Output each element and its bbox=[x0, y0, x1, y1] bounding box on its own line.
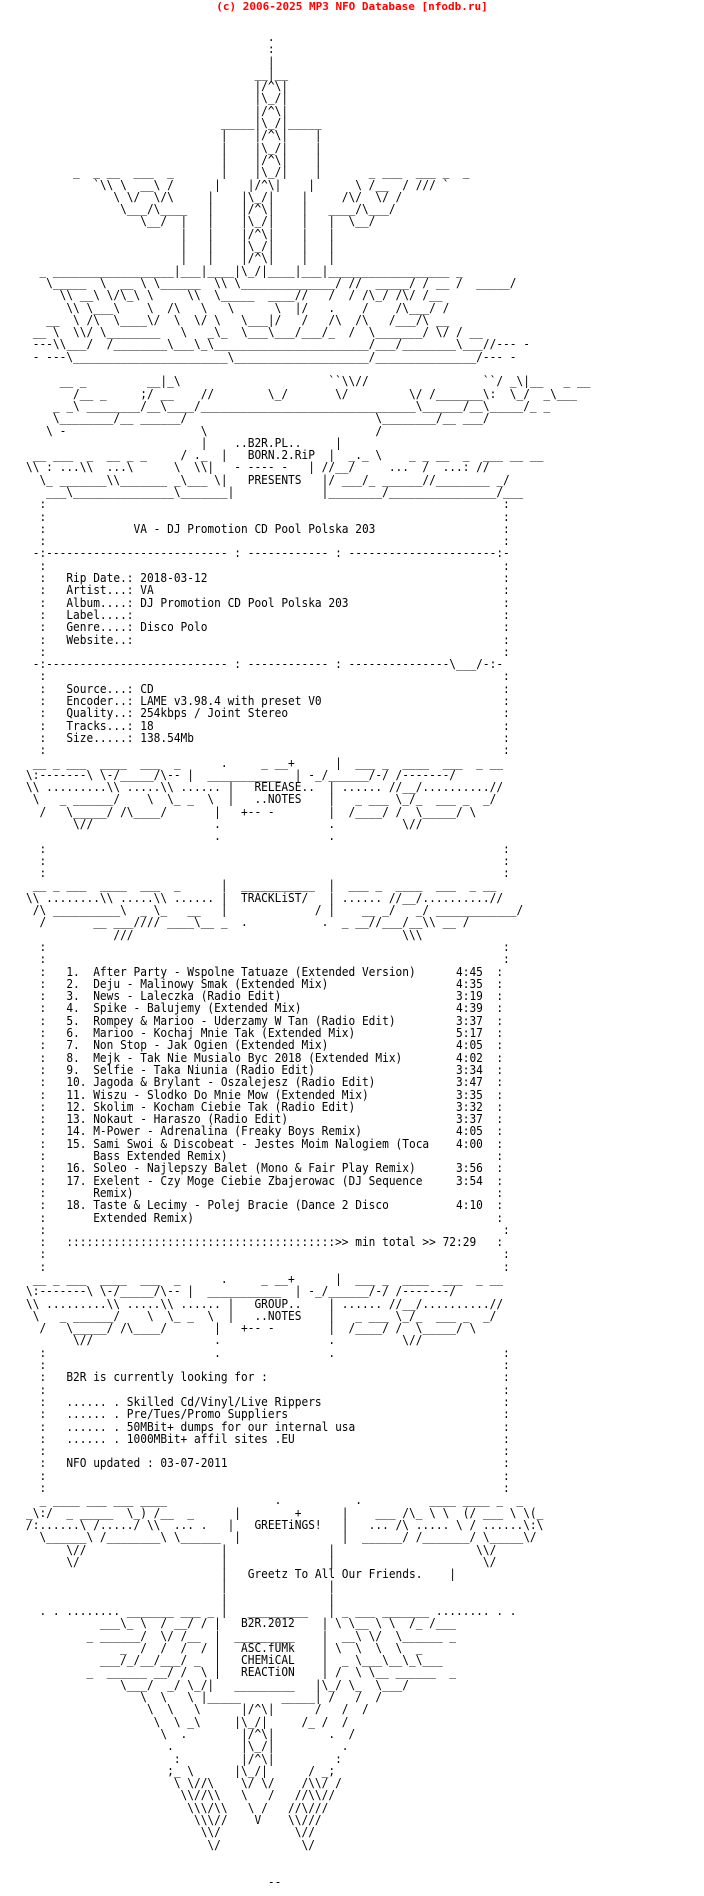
nfo-line: \\//\\ \ / //\\// bbox=[26, 1788, 336, 1803]
nfo-line: \// . . \// bbox=[26, 817, 423, 831]
nfo-line: | ..B2R.PL.. | bbox=[26, 435, 342, 450]
nfo-line: ---\\___/ /________\___\_\_______________________/___/________\___//--- - bbox=[26, 337, 530, 352]
nfo-line: \ _ ______/ \ \_ _ \ | ..NOTES | _ ___ \_/_ ___ _ _/ bbox=[26, 792, 497, 807]
nfo-line: /// \\\ bbox=[26, 927, 423, 942]
nfo-line: __|__ bbox=[26, 66, 289, 81]
nfo-line: : 2. Deju - Malinowy Smak (Extended Mix) 4:35 : bbox=[26, 976, 504, 991]
nfo-line: \___/\____ | |/^\| | ____/\___/ bbox=[26, 202, 396, 217]
nfo-line: \/ | | \/ bbox=[26, 1554, 497, 1569]
nfo-line: . |\_/| . bbox=[26, 1739, 349, 1754]
nfo-line: | Greetz To All Our Friends. | bbox=[26, 1567, 457, 1582]
nfo-line: \\ \___\ \ /\ \ \ \ |/ . / /\___/ / bbox=[26, 300, 450, 315]
nfo-line: | |/^\| | bbox=[26, 152, 322, 167]
nfo-line: . . ........ _______ ___ _ | _________ | _ ___ _______ ........ . . bbox=[26, 1604, 517, 1618]
nfo-line: . bbox=[26, 30, 275, 44]
nfo-line: \ \//\ \/ \/ /\\/ / bbox=[26, 1776, 342, 1791]
nfo-line: __ _ ___ ____ ___ _ . _ __+ | ___ _ ____ ___ _ __ bbox=[26, 1271, 504, 1286]
nfo-line: : Artist...: VA : bbox=[26, 583, 510, 598]
nfo-line: \ - \ / bbox=[26, 423, 383, 438]
nfo-line: \\ __\ \/\_\ \ \\ \_____ ____// / / /\_/ /\/ /__ bbox=[26, 288, 443, 303]
nfo-line: _ __________________|___|____|\_/|____|___|__________________ _ bbox=[26, 263, 463, 278]
nfo-line: | |\_/| | bbox=[26, 140, 322, 155]
nfo-line: : Album....: DJ Promotion CD Pool Polska 203 : bbox=[26, 595, 510, 610]
nfo-line: : : bbox=[26, 1481, 510, 1496]
nfo-line: -:--------------------------- : ------------ : ---------------\___/-:- bbox=[26, 657, 504, 672]
nfo-line: : ...... . 50MBit+ dumps for our internal usa : bbox=[26, 1419, 510, 1434]
nfo-line: : ...... . 1000MBit+ affil sites .EU : bbox=[26, 1431, 510, 1446]
nfo-line: __ \ \\/ \________ \ _\_ \___\___/___/_ / \_______/ \/ / __ bbox=[26, 325, 483, 340]
nfo-line: |/^\| bbox=[26, 103, 289, 118]
nfo-line: : : bbox=[26, 497, 510, 512]
copyright-header: (c) 2006-2025 MP3 NFO Database [nfodb.ru] bbox=[216, 0, 488, 13]
nfo-line: \/ \/ bbox=[26, 1837, 315, 1852]
nfo-line: . . bbox=[26, 829, 336, 844]
nfo-line: : Tracks...: 18 : bbox=[26, 718, 510, 733]
nfo-line: : 1. After Party - Wspolne Tatuaze (Extended Version) 4:45 : bbox=[26, 964, 504, 979]
nfo-line: ___\_ \ / __/ / | B2R.2012 | \ \__ \ \ /_ /___ bbox=[26, 1616, 457, 1631]
nfo-line: \\ ........\\ .....\\ ...... | TRACKLiST/ | ...... //__/..........// bbox=[26, 890, 504, 905]
nfo-line: : 9. Selfie - Taka Niunia (Radio Edit) 3:34 : bbox=[26, 1062, 504, 1077]
nfo-line: : Source...: CD : bbox=[26, 681, 510, 696]
nfo-line: : 7. Non Stop - Jak Ogien (Extended Mix) 4:05 : bbox=[26, 1038, 504, 1053]
nfo-line: ;_ \ |\_/| / _; bbox=[26, 1763, 336, 1778]
nfo-line: : B2R is currently looking for : : bbox=[26, 1370, 510, 1385]
nfo-line: : : bbox=[26, 853, 510, 868]
nfo-line: : 15. Sami Swoi & Discobeat - Jestes Moim Nalogiem (Toca 4:00 : bbox=[26, 1136, 504, 1151]
nfo-line: : bbox=[26, 42, 275, 57]
nfo-line: _ / / / / | ASC.fUMk | \ \ \ \ _ bbox=[26, 1640, 423, 1655]
nfo-line: : Encoder..: LAME v3.98.4 with preset V0 : bbox=[26, 694, 510, 709]
nfo-line: __ ___ _ __ _ _ / ._ | BORN.2.RiP | _._ \ _ _ __ _ ___ __ __ bbox=[26, 448, 544, 463]
nfo-line: \\ .........\\ .....\\ ...... | GROUP.. | ...... //__/..........// bbox=[26, 1296, 504, 1311]
nfo-line: : |/^\| : bbox=[26, 1751, 342, 1766]
nfo-line: : 8. Mejk - Tak Nie Musialo Byc 2018 (Extended Mix) 4:02 : bbox=[26, 1050, 504, 1065]
nfo-line: : 18. Taste & Lecimy - Polej Bracie (Dance 2 Disco 4:10 : bbox=[26, 1198, 504, 1213]
nfo-line: \______\ /________\ \______ | | ______/ /_______/ \_____\/ bbox=[26, 1530, 537, 1545]
nfo-line: |\_/| bbox=[26, 91, 289, 106]
nfo-line: : : bbox=[26, 743, 510, 758]
nfo-line: /__ _ ;/ __ // \_/ \/ \/ /_______\: \_/ _\___ bbox=[26, 386, 577, 401]
nfo-line: __ _ ___ ____ ___ _ | ___________ | ___ _ ____ ___ _ __ bbox=[26, 878, 497, 893]
nfo-line: \_ _______\\_______ _\___ \| PRESENTS |/ ___/_ ______//________ _/ bbox=[26, 472, 510, 487]
nfo-line: ___/_/__/___/ _ | CHEMiCAL | _ \___\__\_\___ bbox=[26, 1653, 443, 1668]
nfo-line: -:--------------------------- : ------------ : ----------------------:- bbox=[26, 546, 510, 561]
nfo-line: \ . |/^\| . / bbox=[26, 1726, 356, 1741]
nfo-line: \\/ \// bbox=[26, 1825, 315, 1840]
nfo-line: \ \ \ |/^\| / / / bbox=[26, 1702, 369, 1717]
nfo-line: : : bbox=[26, 1259, 510, 1274]
nfo-line: : : bbox=[26, 1222, 510, 1237]
nfo-line: | | bbox=[26, 1579, 336, 1594]
nfo-line: : Remix) : bbox=[26, 1185, 504, 1200]
nfo-line: \\\// V \\/// bbox=[26, 1813, 322, 1828]
nfo-line: : VA - DJ Promotion CD Pool Polska 203 : bbox=[26, 521, 510, 536]
nfo-line: : 3. News - Laleczka (Radio Edit) 3:19 : bbox=[26, 989, 504, 1004]
nfo-line: : Genre....: Disco Polo : bbox=[26, 620, 510, 635]
nfo-line: : Rip Date.: 2018-03-12 : bbox=[26, 571, 510, 586]
nfo-line: : 6. Marioo - Kochaj Mnie Tak (Extended Mix) 5:17 : bbox=[26, 1026, 504, 1041]
nfo-line: ___\_______________\_______| |________/________________/___ bbox=[26, 484, 524, 499]
nfo-line: : Size.....: 138.54Mb : bbox=[26, 730, 510, 745]
nfo-line: : ::::::::::::::::::::::::::::::::::::::::>> min total >> 72:29 : bbox=[26, 1235, 504, 1250]
nfo-line: | | |/^\| | | bbox=[26, 226, 336, 241]
nfo-line: \// | | \\/ bbox=[26, 1542, 497, 1557]
nfo-line: : ...... . Skilled Cd/Vinyl/Live Rippers : bbox=[26, 1394, 510, 1409]
nfo-line: : : bbox=[26, 1358, 510, 1373]
nfo-line: _ _\ ________/__\____/________________________________\______/__\_____/_ _ bbox=[26, 398, 551, 413]
nfo-line: / \_____/ /\____/ | +-- - | /____/ / \_____/ \ bbox=[26, 804, 477, 819]
nfo-line: : : bbox=[26, 509, 510, 524]
nfo-line: __ \ /\ \____\/ \ \/ \ \___|/ / /\ /\ /___/\ __ bbox=[26, 312, 450, 327]
nfo-line: /\ __________\ _ \_ __ | / | __ _/ _/ ____________/ bbox=[26, 903, 524, 918]
nfo-line: : 17. Exelent - Czy Moge Ciebie Zbajerowac (DJ Sequence 3:54 : bbox=[26, 1173, 504, 1188]
nfo-line: \:-------\ \-/_____/\-- | ___________ | -_/______/-/ /-------/ bbox=[26, 1284, 457, 1299]
nfo-line: | |/^\| | bbox=[26, 128, 322, 143]
nfo-line: : 16. Soleo - Najlepszy Balet (Mono & Fair Play Remix) 3:56 : bbox=[26, 1161, 504, 1176]
nfo-line: | | |/^\| | | bbox=[26, 251, 336, 266]
nfo-line: \___/ _/ \_/| _________ |\_/ \_ \___/ bbox=[26, 1677, 409, 1692]
nfo-line: : 13. Nokaut - Haraszo (Radio Edit) 3:37 : bbox=[26, 1112, 504, 1127]
nfo-line: _____|\_/|_____ bbox=[26, 116, 322, 131]
nfo-line: _ _ __ ___ _ | |\_/| | _ ___ ___ _ _ bbox=[26, 165, 470, 180]
nfo-line: : NFO updated : 03-07-2011 : bbox=[26, 1456, 510, 1471]
nfo-line: : Label....: : bbox=[26, 607, 510, 622]
nfo-line: \\ .........\\ .....\\ ...... | RELEASE.. | ...... //__/..........// bbox=[26, 780, 504, 795]
nfo-line: _\:/ _ _____ \_) /__ _ | + | ___ /\_ \ \ (/ ___ \ \(_ bbox=[26, 1505, 544, 1520]
nfo-line: : . . : bbox=[26, 1345, 510, 1360]
nfo-line: |/^\| bbox=[26, 79, 289, 94]
nfo-line: \ \ _\ |\_/| /_ / / bbox=[26, 1714, 349, 1729]
nfo-line: \ \ \ |_____ _____| / / / bbox=[26, 1690, 383, 1705]
nfo-line: | | bbox=[26, 1591, 336, 1606]
nfo-line: _ ______/ \/ /__ | _________ | __\ \/ \______ _ bbox=[26, 1628, 457, 1643]
nfo-line: : Quality..: 254kbps / Joint Stereo : bbox=[26, 706, 510, 721]
nfo-line: : : bbox=[26, 1468, 510, 1483]
nfo-line: : : bbox=[26, 1382, 510, 1397]
nfo-line: `\\ \ __\ / | |/^\| | \ /__ / /// ` bbox=[26, 177, 450, 192]
nfo-line: : 10. Jagoda & Brylant - Oszalejesz (Radio Edit) 3:47 : bbox=[26, 1075, 504, 1090]
nfo-line: : ...... . Pre/Tues/Promo Suppliers : bbox=[26, 1407, 510, 1422]
nfo-line: \// . . \// bbox=[26, 1333, 423, 1348]
nfo-line: : Bass Extended Remix) : bbox=[26, 1149, 504, 1164]
nfo-line: : : bbox=[26, 534, 510, 549]
nfo-line: - ---\_______________________\____________________/_______________/--- - bbox=[26, 349, 517, 364]
nfo-line: : 5. Rompey & Marioo - Uderzamy W Tan (Radio Edit) 3:37 : bbox=[26, 1013, 504, 1028]
nfo-line: \ _ ______/ \ \_ _ \ | ..NOTES | _ ___ \_/_ ___ _ _/ bbox=[26, 1308, 497, 1323]
nfo-ascii-art-text bbox=[26, 31, 590, 1888]
nfo-line: \:-------\ \-/_____/\-- | ___________ | -_/______/-/ /-------/ bbox=[26, 767, 457, 782]
nfo-line: __ _ ___ ____ ___ _ . _ __+ | ___ _ ____ ___ _ __ bbox=[26, 755, 504, 770]
nfo-line: : 11. Wiszu - Slodko Do Mnie Mow (Extended Mix) 3:35 : bbox=[26, 1087, 504, 1102]
nfo-line: \________/__ ______/ \________/__ ___/ bbox=[26, 411, 490, 426]
nfo-line: : : bbox=[26, 952, 510, 967]
nfo-line: : 12. Skolim - Kocham Ciebie Tak (Radio Edit) 3:32 : bbox=[26, 1099, 504, 1114]
nfo-line: | bbox=[26, 54, 275, 69]
nfo-line: __ _ __|_\ ``\\// ``/ _\|__ _ __ bbox=[26, 374, 591, 389]
nfo-line: \__/ | | |\_/| | | \__/ bbox=[26, 214, 376, 229]
nfo-line: -- bbox=[26, 1874, 282, 1889]
nfo-line: _ ____ ___ ___ ____ . . ____ ____ _ _ bbox=[26, 1493, 524, 1508]
nfo-line: / __ ___//// ____\__ _ . . _ __//___/__\\ __ / bbox=[26, 915, 470, 930]
nfo-line: \\\/\\ \ / //\/// bbox=[26, 1800, 329, 1815]
nfo-line: : Extended Remix) : bbox=[26, 1210, 504, 1225]
nfo-line: : Website..: : bbox=[26, 632, 510, 647]
nfo-line: : 14. M-Power - Adrenalina (Freaky Boys Remix) 4:05 : bbox=[26, 1124, 504, 1139]
nfo-line: : 4. Spike - Balujemy (Extended Mix) 4:39 : bbox=[26, 1001, 504, 1016]
nfo-line: : : bbox=[26, 1247, 510, 1262]
nfo-line: : : bbox=[26, 1444, 510, 1459]
nfo-line: : : bbox=[26, 558, 510, 573]
nfo-line: / \_____/ /\____/ | +-- - | /____/ / \_____/ \ bbox=[26, 1321, 477, 1336]
nfo-line: | | |\_/| | | bbox=[26, 239, 336, 254]
nfo-line: : : bbox=[26, 841, 510, 856]
nfo-line: \_____ \ __ \ \______ \\ \______________/ // _____/ / __ / _____/ bbox=[26, 275, 517, 290]
nfo-line: : : bbox=[26, 866, 510, 881]
nfo-line: : : bbox=[26, 644, 510, 659]
nfo-line: : : bbox=[26, 939, 510, 954]
nfo-line: \ \/ \/\ | |\_/| | /\/ \/ / bbox=[26, 189, 403, 204]
nfo-line: /:......\ /...../ \\ ... . | GREETiNGS! | ... /\ ..... \ / ......\:\ bbox=[26, 1517, 544, 1532]
nfo-line: \\ : ...\\ ...\ \ \\| - ---- - | //__/ ... / ...: // bbox=[26, 460, 490, 475]
nfo-line: : : bbox=[26, 669, 510, 684]
nfo-line: _ ______ __/ / \ | REACTiON | / \ \__ ______ _ bbox=[26, 1665, 457, 1680]
